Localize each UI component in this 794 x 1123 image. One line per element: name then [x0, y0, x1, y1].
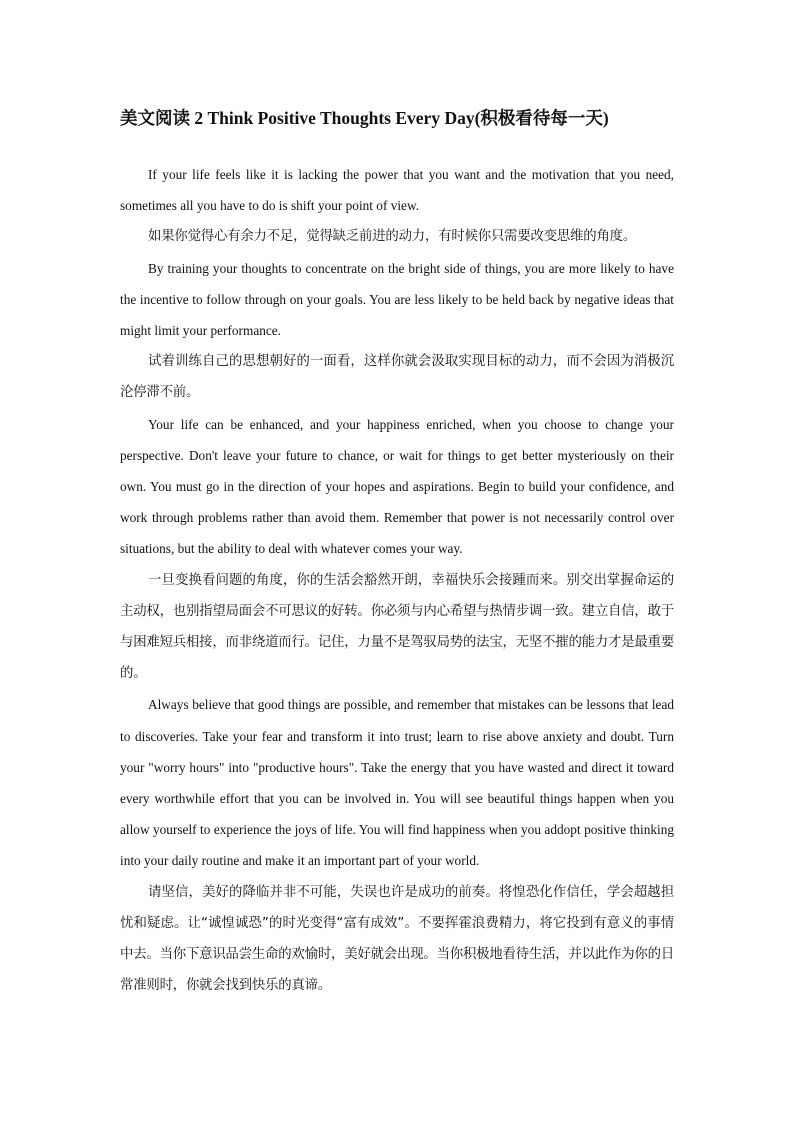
- paragraph-zh-2: 试着训练自己的思想朝好的一面看，这样你就会汲取实现目标的动力，而不会因为消极沉沦停滞不前。: [120, 354, 674, 401]
- paragraph-en-3: Your life can be enhanced, and your happiness enriched, when you choose to change your perspective. Don't leave your future to chance, or wait for things to get better mysteriously on their own. You must go in the direction of your hopes and aspirations. Begin to build your confidence, and work through problems rather than avoid them. Remember that power is not necessarily control over situations, but the ability to deal with whatever comes your way.: [120, 416, 674, 557]
- paragraph-en-1: If your life feels like it is lacking the power that you want and the motivation that you need, sometimes all you have to do is shift your point of view.: [120, 167, 674, 214]
- paragraph-zh-4: 请坚信，美好的降临并非不可能，失误也许是成功的前奏。将惶恐化作信任，学会超越担忧和疑虑。让“诚惶诚恐”的时光变得“富有成效”。不要挥霍浪费精力，将它投到有意义的事情中去。当你下意识品尝生命的欢愉时，美好就会出现。当你积极地看待生活，并以此作为你的日常准则时，你就会找到快乐的真谛。: [120, 884, 675, 994]
- document-title: 美文阅读 2 Think Positive Thoughts Every Day(积极看待每一天): [120, 108, 609, 128]
- paragraph-zh-3: 一旦变换看问题的角度，你的生活会豁然开朗，幸福快乐会接踵而来。别交出掌握命运的主动权，也别指望局面会不可思议的好转。你必须与内心希望与热情步调一致。建立自信，敢于与困难短兵相接，而非绕道而行。记住，力量不是驾驭局势的法宝，无坚不摧的能力才是最重要的。: [120, 572, 675, 682]
- document-body: [120, 159, 674, 1001]
- paragraph-en-2: By training your thoughts to concentrate on the bright side of things, you are more likely to have the incentive to follow through on your goals. You are less likely to be held back by negative ideas that might limit your performance.: [120, 260, 674, 339]
- paragraph-zh-1: 如果你觉得心有余力不足，觉得缺乏前进的动力，有时候你只需要改变思维的角度。: [148, 229, 637, 245]
- paragraph-en-4: Always believe that good things are possible, and remember that mistakes can be lessons that lead to discoveries. Take your fear and transform it into trust; learn to rise above anxiety and doubt. Turn your "worry hours" into "productive hours". Take the energy that you have wasted and direct it toward every worthwhile effort that you can be involved in. You will see beautiful things happen when you allow yourself to experience the joys of life. You will find happiness when you addopt positive thinking into your daily routine and make it an important part of your world.: [120, 697, 674, 869]
